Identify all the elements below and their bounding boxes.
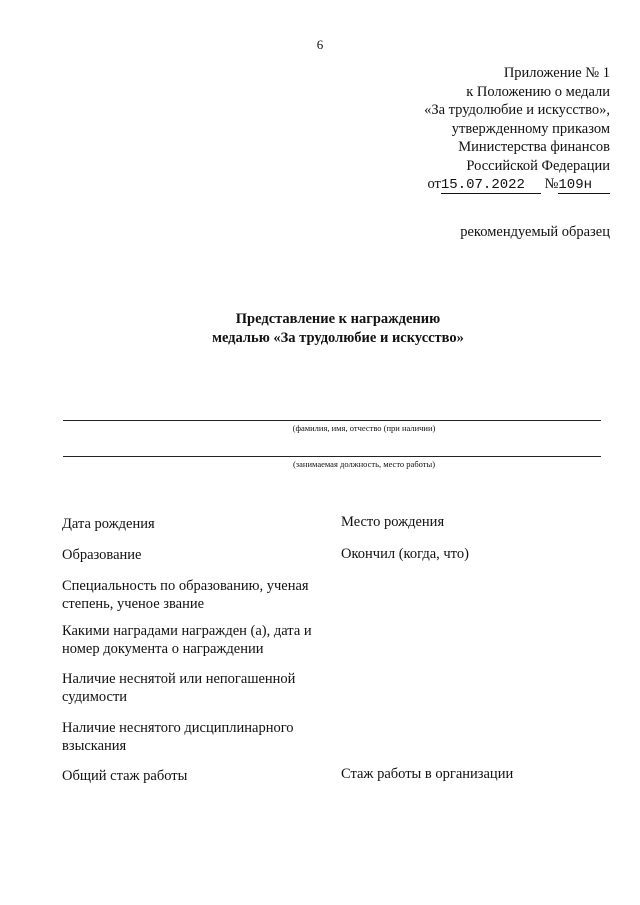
title-line-2: медалью «За трудолюбие и искусство» [212,330,464,346]
total-experience-label: Общий стаж работы [62,768,188,784]
specialty-label [62,577,309,613]
document-title [0,310,640,348]
sample-label: рекомендуемый образец [460,224,610,240]
education-label: Образование [62,547,142,563]
penalty-label [62,719,294,755]
specialty-line-2: степень, ученое звание [62,596,205,612]
fio-caption: (фамилия, имя, отчество (при наличии) [292,423,436,433]
conviction-line-1: Наличие неснятой или непогашенной [62,671,296,687]
order-number-prefix: № [544,176,559,192]
fio-line [63,420,601,421]
graduated-label: Окончил (когда, что) [341,546,469,562]
order-number: 109н [558,178,610,194]
appendix-line: «За трудолюбие и искусство», [424,102,610,118]
specialty-line-1: Специальность по образованию, ученая [62,578,309,594]
order-date: 15.07.2022 [441,178,541,194]
page-number: 6 [316,37,324,52]
appendix-line: к Положению о медали [466,83,610,100]
position-line [63,456,601,457]
order-line [424,175,610,194]
birth-date-label: Дата рождения [62,516,155,532]
penalty-line-1: Наличие неснятого дисциплинарного [62,720,294,736]
conviction-line-2: судимости [62,689,128,705]
position-caption: (занимаемая должность, место работы) [292,459,436,469]
appendix-line: Приложение № 1 [503,65,610,81]
appendix-block [424,64,610,194]
appendix-line: утвержденному приказом [451,120,610,137]
conviction-label [62,670,295,706]
awards-line-1: Какими наградами награжден (а), дата и [62,623,312,639]
org-experience-label: Стаж работы в организации [341,766,514,782]
appendix-line: Министерства финансов [458,139,610,155]
awards-label [62,622,312,658]
birth-place-label: Место рождения [341,514,445,530]
order-prefix: от [427,176,441,192]
title-line-1: Представление к награждению [235,311,441,327]
penalty-line-2: взыскания [62,738,127,754]
appendix-line: Российской Федерации [466,157,610,174]
awards-line-2: номер документа о награждении [62,641,264,657]
